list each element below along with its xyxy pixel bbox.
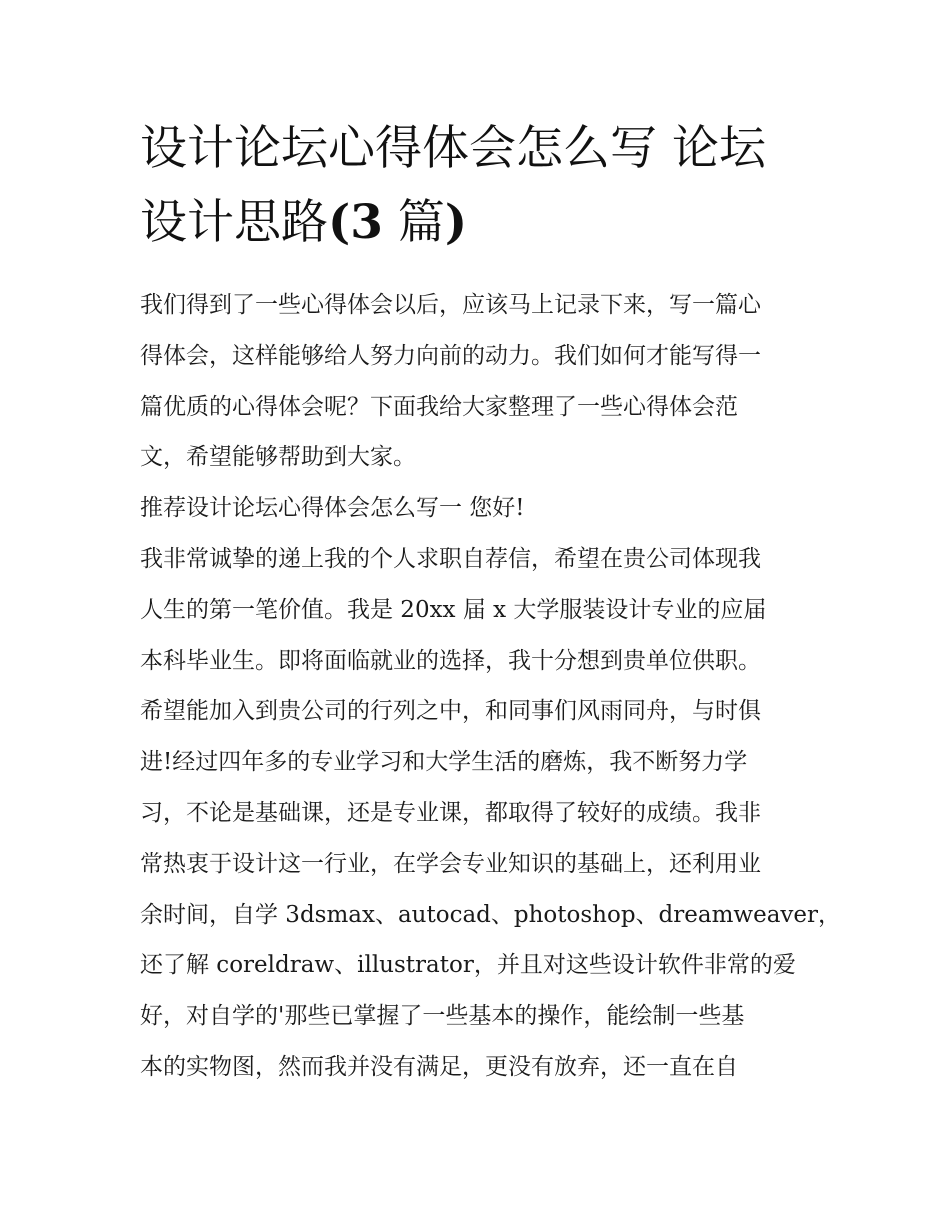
text-line: 我们得到了一些心得体会以后，应该马上记录下来，写一篇心 [140, 292, 761, 318]
document-title [140, 112, 830, 260]
text-line: 常热衷于设计这一行业，在学会专业知识的基础上，还利用业 [140, 850, 761, 877]
text-line: 推荐设计论坛心得体会怎么写一 您好! [140, 495, 525, 522]
title-line-2-close: ) [444, 195, 468, 250]
text-line: 余时间，自学 3dsmax、autocad、photoshop、dreamweaver， [140, 901, 842, 928]
text-line: 还了解 coreldraw、illustrator，并且对这些设计软件非常的爱 [140, 952, 796, 979]
title-line-2-count: (3 [328, 195, 383, 250]
paragraph-letter [140, 534, 842, 1093]
title-line-1: 设计论坛心得体会怎么写 论坛 [140, 121, 766, 176]
paragraph-heading [140, 483, 830, 534]
text-line: 我非常诚挚的递上我的个人求职自荐信，希望在贵公司体现我 [140, 545, 761, 572]
text-line: 文，希望能够帮助到大家。 [140, 444, 416, 471]
text-line: 人生的第一笔价值。我是 20xx 届 x 大学服装设计专业的应届 [140, 596, 767, 623]
title-line-2-text: 设计思路 [140, 195, 328, 250]
paragraph-intro [140, 280, 830, 483]
document-body [140, 280, 842, 1093]
text-line: 习，不论是基础课，还是专业课，都取得了较好的成绩。我非 [140, 799, 761, 826]
text-line: 篇优质的心得体会呢？下面我给大家整理了一些心得体会范 [140, 393, 738, 420]
text-line: 本的实物图，然而我并没有满足，更没有放弃，还一直在自 [140, 1053, 738, 1080]
text-line: 希望能加入到贵公司的行列之中，和同事们风雨同舟，与时俱 [140, 698, 761, 725]
text-line: 本科毕业生。即将面临就业的选择，我十分想到贵单位供职。 [140, 647, 761, 674]
text-line: 得体会，这样能够给人努力向前的动力。我们如何才能写得一 [140, 342, 761, 369]
text-line: 好，对自学的'那些已掌握了一些基本的操作，能绘制一些基 [140, 1003, 745, 1030]
title-line-2-unit: 篇 [382, 195, 445, 250]
text-line: 进!经过四年多的专业学习和大学生活的磨炼，我不断努力学 [140, 749, 748, 776]
